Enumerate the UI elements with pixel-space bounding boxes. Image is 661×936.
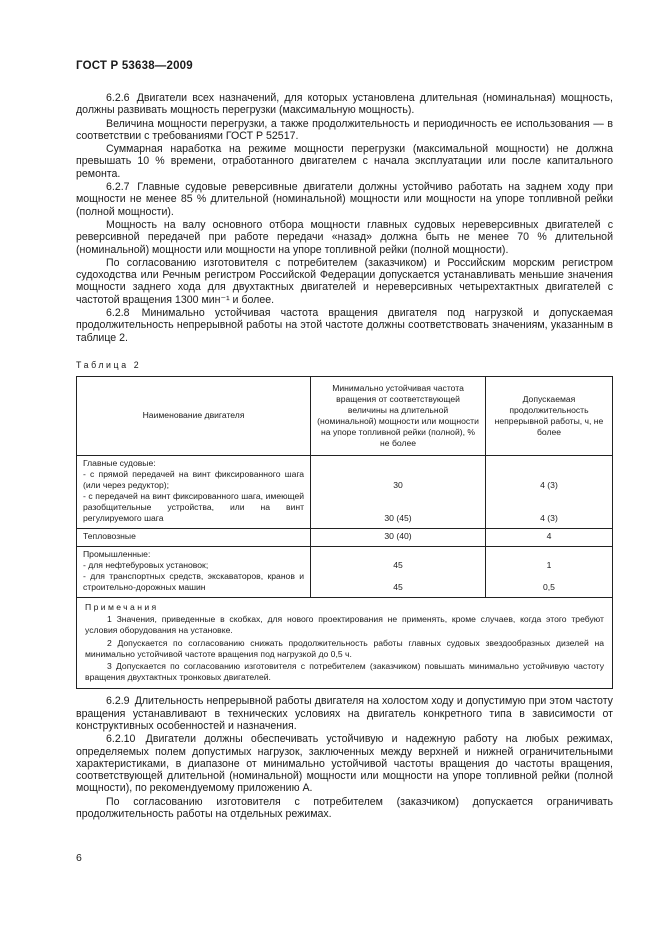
table-row <box>77 528 613 546</box>
header-engine-name: Наименование двигателя <box>77 376 311 455</box>
paragraph-text: Минимально устойчивая частота вращения двигателя под нагрузкой и допускаемая продолжительность непрерывной работы на этой частоте должны соответствовать значениям, указанным в таблице 2. <box>76 307 613 344</box>
engine-type-cell <box>77 528 311 546</box>
paragraph <box>76 695 613 732</box>
paragraph-text: Двигатели всех назначений, для которых установлена длительная (номинальная) мощность, должны развивать мощность перегрузки (максимальную мощность). <box>76 92 613 117</box>
clause-number: 6.2.7 <box>106 181 130 194</box>
engine-type-cell <box>77 455 311 528</box>
engine-type-line: Тепловозные <box>83 530 136 541</box>
paragraph-text: По согласованию изготовителя с потребителем (заказчиком) допускается ограничивать продолжительность работы на отдельных режимах. <box>76 795 613 821</box>
min-speed-cell <box>311 528 486 546</box>
min-speed-value: 45 <box>393 582 403 593</box>
duration-value: 1 <box>546 560 552 571</box>
engine-type-line: - с передачей на винт фиксированного шага, имеющей разобщительные устройства, или на винт регулируемого шага <box>83 490 305 523</box>
min-speed-cell <box>311 455 486 528</box>
paragraph <box>76 219 613 256</box>
duration-cell <box>485 455 612 528</box>
paragraph <box>76 92 613 117</box>
page-number: 6 <box>76 852 82 864</box>
duration-value: 4 <box>546 531 552 542</box>
min-speed-cell <box>311 546 486 597</box>
paragraph <box>76 257 613 306</box>
paragraph <box>76 733 613 794</box>
note-item: 3 Допускается по согласованию изготовителя с потребителем (заказчиком) повышать минимально устойчивую частоту вращения двухтактных тронковых двигателей. <box>85 660 604 683</box>
paragraph <box>76 796 613 821</box>
note-item: 1 Значения, приведенные в скобках, для нового проектирования не применять, кроме случаев, когда этого требуют условия оборудования на установке. <box>85 614 604 636</box>
header-duration: Допускаемая продолжительность непрерывной работы, ч, не более <box>485 376 612 455</box>
paragraph-text: Мощность на валу основного отбора мощности главных судовых нереверсивных двигателей с реверсивной передачей при работе передачи «назад» должна быть не менее 70 % длительной (номинальной) мощности или мощности на упоре топливной рейки (полной мощности). <box>76 218 613 256</box>
table-row <box>77 455 613 528</box>
engine-type-line: Главные судовые: <box>83 457 156 468</box>
section-after-table <box>76 695 613 820</box>
engine-speed-table <box>76 376 613 689</box>
clause-number: 6.2.6 <box>106 92 130 104</box>
paragraph <box>76 307 613 344</box>
paragraph-text: Главные судовые реверсивные двигатели должны устойчиво работать на заднем ходу при мощности не менее 85 % длительной (номинальной) мощности или мощности на упоре топливной рейки (полной мощности). <box>76 181 613 218</box>
paragraph-text: По согласованию изготовителя с потребителем (заказчиком) и Российским морским регистром судоходства или Речным регистром Российской Федерации допускается устанавливать меньшие значения мощности заднего хода для двухтактных двигателей и нереверсивных четырехтактных двигателей с частотой вращения 1300 мин⁻¹ и более. <box>76 256 613 306</box>
min-speed-value: 30 (45) <box>384 513 412 524</box>
min-speed-value: 30 (40) <box>384 531 412 542</box>
min-speed-value: 45 <box>393 560 403 571</box>
duration-cell <box>485 546 612 597</box>
document-page <box>76 60 613 821</box>
table-row <box>77 546 613 597</box>
table-header-row <box>77 376 613 455</box>
notes-title: Примечания <box>85 601 159 612</box>
duration-value: 4 (3) <box>540 480 558 491</box>
engine-type-cell <box>77 546 311 597</box>
clause-number: 6.2.9 <box>106 695 130 708</box>
paragraph <box>76 118 613 143</box>
clause-number: 6.2.10 <box>106 733 136 746</box>
note-item: 2 Допускается по согласованию снижать продолжительность работы главных судовых звездообразных дизелей на минимально устойчивой частоте вращения под нагрузкой до 0,5 ч. <box>85 637 604 659</box>
duration-cell <box>485 528 612 546</box>
paragraph <box>76 143 613 180</box>
paragraph-text: Величина мощности перегрузки, а также продолжительность и периодичность ее использования — в соответствии с требованиями ГОСТ Р 52517. <box>76 117 613 142</box>
engine-type-line: - для нефтебуровых установок; <box>83 559 209 570</box>
table-caption: Таблица 2 <box>76 359 142 370</box>
duration-value: 0,5 <box>543 582 555 593</box>
min-speed-value: 30 <box>393 480 403 491</box>
paragraph-text: Двигатели должны обеспечивать устойчивую и надежную работу на любых режимах, определяемых полем допустимых нагрузок, заключенных между верхней и нижней ограничительными характеристиками, в диапазоне от минимально устойчивой частоты вращения до частоты вращения, соответствующей длительной (номинальной) мощности или мощности на упоре топливной рейки (полной мощности), по рекомендуемому приложению А. <box>76 733 613 795</box>
section-before-table <box>76 92 613 344</box>
clause-number: 6.2.8 <box>106 307 130 320</box>
notes-list <box>85 614 604 683</box>
engine-type-line: - с прямой передачей на винт фиксированного шага (или через редуктор); <box>83 468 305 490</box>
paragraph <box>76 181 613 218</box>
table-body <box>77 455 613 597</box>
table-notes <box>77 597 613 688</box>
notes-row <box>77 597 613 688</box>
paragraph-text: Длительность непрерывной работы двигателя на холостом ходу и допустимую при этом частоту вращения устанавливают в технических условиях на двигатель конкретного типа в зависимости от конструктивных особенностей и назначения. <box>76 695 613 732</box>
paragraph-text: Суммарная наработка на режиме мощности перегрузки (максимальной мощности) не должна превышать 10 % времени, отработанного двигателем с начала эксплуатации или после капитального ремонта. <box>76 143 613 180</box>
engine-type-line: - для транспортных средств, экскаваторов, кранов и строительно-дорожных машин <box>83 570 305 592</box>
engine-type-line: Промышленные: <box>83 548 151 559</box>
duration-value: 4 (3) <box>540 513 558 524</box>
document-id: ГОСТ Р 53638—2009 <box>76 60 193 72</box>
header-min-speed: Минимально устойчивая частота вращения от соответствующей величины на длительной (номинальной) мощности или мощности на упоре топливной рейки (полной), % не более <box>311 376 486 455</box>
